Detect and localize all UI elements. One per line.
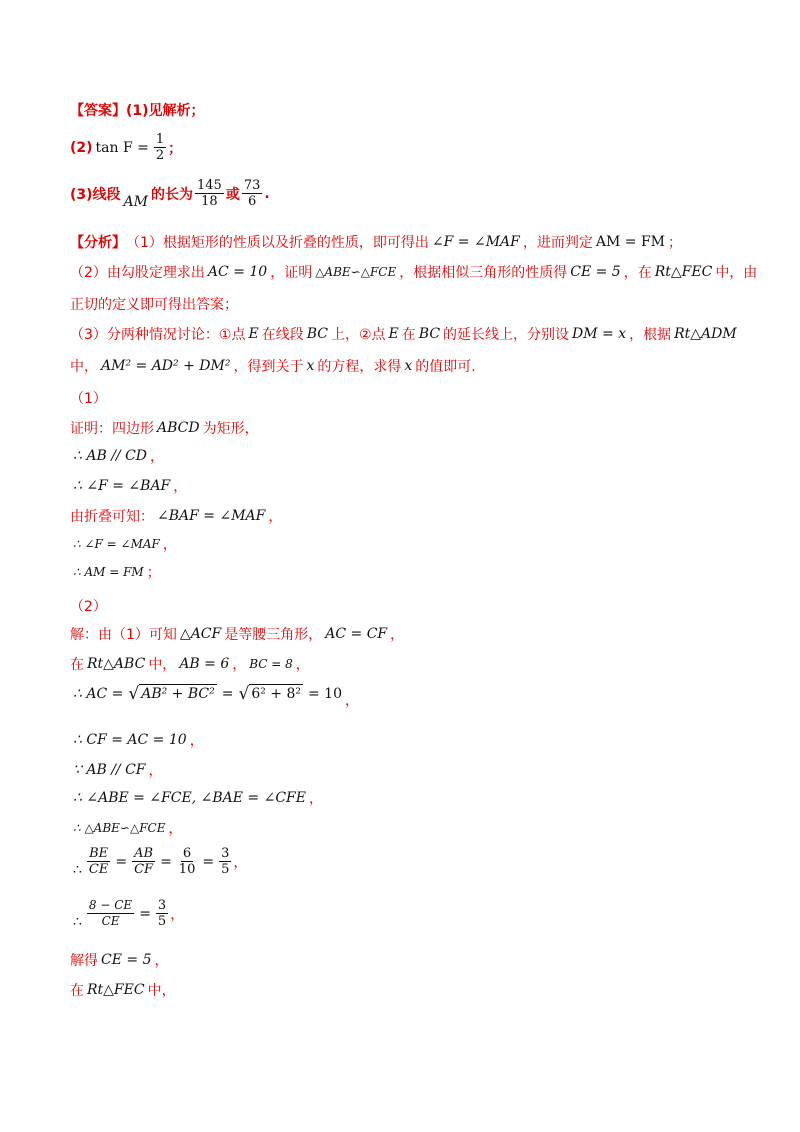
fraction-den: 10	[178, 862, 196, 877]
sqrt-icon: √	[238, 684, 250, 704]
math-expression: ∴ △ABE∽△FCE	[73, 821, 166, 835]
math-expression: AC = CF	[325, 626, 388, 642]
punctuation: ；	[146, 565, 161, 581]
part3-mid: 的长为	[151, 186, 193, 203]
fraction-3-5	[156, 898, 168, 929]
punctuation: ，	[162, 537, 177, 553]
analysis-text: ，在	[623, 265, 652, 281]
analysis-text: ，根据	[629, 327, 672, 343]
punctuation: ，	[344, 693, 359, 709]
proof-line-1	[70, 418, 259, 438]
analysis-text: ，证明	[270, 265, 313, 281]
solution-line-7	[70, 818, 182, 838]
fraction-den: 5	[157, 914, 167, 929]
analysis-text: ，进而判定	[522, 235, 593, 251]
fraction-ab-cf	[132, 846, 155, 877]
section-label: （2）	[70, 599, 107, 615]
proof-line-4	[70, 506, 282, 526]
math-expression: Rt△FEC	[87, 982, 145, 998]
proof-text: 为矩形，	[202, 421, 259, 437]
fraction-6-10	[177, 846, 198, 877]
analysis-suffix: ；	[668, 235, 682, 251]
fraction-num: 3	[221, 846, 230, 861]
math-expression: BC	[306, 326, 328, 342]
am-fm-equation: AM = FM	[595, 234, 665, 250]
segment-am: AM	[123, 193, 148, 210]
math-expression: BC	[418, 326, 441, 342]
fraction-den: CF	[134, 862, 154, 877]
punctuation: ，	[189, 733, 204, 749]
analysis-text: 的值即可.	[415, 359, 476, 375]
solution-part1-header	[70, 388, 107, 408]
therefore-symbol: ∴	[73, 913, 82, 930]
fraction-den: 6	[247, 194, 257, 209]
math-expression: E	[388, 326, 399, 342]
equals-sign: =	[115, 853, 128, 870]
fraction-73-6	[242, 178, 263, 209]
proof-line-2	[70, 446, 164, 466]
math-expression: Rt△FEC	[654, 264, 713, 280]
math-expression: ∴ CF = AC = 10	[73, 732, 187, 748]
math-expression: x	[404, 358, 413, 374]
solution-part2-header	[70, 596, 107, 616]
part3-or: 或	[225, 186, 240, 203]
math-expression: △ACF	[179, 626, 222, 642]
fraction-be-ce	[87, 846, 110, 877]
fraction-den: 5	[221, 862, 230, 877]
part2-prefix: (2)	[70, 139, 93, 156]
analysis-text: 正切的定义即可得出答案；	[70, 297, 238, 313]
fraction-num: 8 − CE	[88, 898, 133, 912]
fraction-145-18	[195, 178, 224, 209]
math-expression: ∴ AC =	[73, 686, 124, 702]
punctuation: ，	[170, 906, 185, 923]
math-expression: AC = 10	[207, 264, 268, 280]
sqrt-expression	[238, 684, 303, 704]
proof-text: 由折叠可知：	[70, 509, 154, 525]
analysis-text: （2）由勾股定理求出	[70, 265, 205, 281]
fraction-num: 1	[155, 132, 165, 147]
fraction-3-5	[219, 846, 231, 877]
fraction-den: CE	[88, 862, 109, 877]
analysis-text: ，得到关于	[233, 359, 304, 375]
math-expression: CE = 5	[101, 952, 152, 968]
math-expression: ∵ AB // CF	[73, 762, 146, 778]
answer-label: 【答案】	[70, 103, 126, 119]
equals-sign: =	[202, 853, 215, 870]
math-expression: Rt△ABC	[87, 656, 146, 672]
sqrt-body: 6² + 8²	[251, 686, 301, 702]
solution-text: 在	[70, 983, 84, 999]
punctuation: ，	[268, 509, 283, 525]
solution-line-6	[70, 788, 323, 808]
solution-text: 中，	[148, 657, 177, 673]
fraction-den: 18	[201, 194, 218, 209]
part2-suffix: ；	[168, 140, 183, 157]
math-expression: ∴ AB // CD	[73, 448, 148, 464]
math-expression: ∴ ∠ABE = ∠FCE, ∠BAE = ∠CFE	[73, 790, 306, 806]
analysis-line-2	[70, 262, 757, 282]
math-expression: AM² = AD² + DM²	[101, 358, 231, 374]
solution-line-10	[70, 950, 168, 970]
math-expression: E	[248, 326, 259, 342]
math-expression: ABCD	[157, 420, 200, 436]
fraction-den: CE	[101, 914, 120, 928]
fraction-num: 6	[182, 846, 192, 861]
answer-part3-line	[70, 178, 270, 209]
therefore-symbol: ∴	[73, 861, 82, 878]
math-expression: ∴ AM = FM	[73, 565, 144, 579]
punctuation: ，	[173, 479, 188, 495]
math-expression: ∴ ∠F = ∠MAF	[73, 537, 160, 551]
analysis-line-4	[70, 324, 740, 344]
punctuation: ，	[232, 657, 247, 673]
sqrt-body: AB² + BC²	[141, 686, 215, 702]
equals-sign: =	[160, 853, 172, 870]
part3-suffix: .	[264, 185, 270, 202]
solution-text: 中，	[147, 983, 176, 999]
angle-equation: ∠F = ∠MAF	[431, 234, 520, 250]
fraction-num: 3	[157, 898, 167, 913]
analysis-line-1	[70, 232, 682, 252]
analysis-text: 中，	[70, 359, 98, 375]
fraction-num: BE	[89, 846, 109, 861]
sqrt-icon: √	[128, 684, 140, 704]
math-expression: AB = 6	[179, 656, 230, 672]
equals-sign: =	[139, 905, 151, 922]
math-expression: Rt△ADM	[674, 326, 737, 342]
math-expression: ∴ ∠F = ∠BAF	[73, 478, 171, 494]
math-expression: △ABE∽△FCE	[315, 265, 397, 279]
solution-line-1	[70, 624, 404, 644]
analysis-text: （1）根据矩形的性质以及折叠的性质，即可得出	[126, 235, 429, 251]
math-expression: BC = 8	[249, 657, 293, 671]
analysis-line-3	[70, 294, 238, 314]
fraction-one-half	[154, 132, 166, 163]
solution-text: 是等腰三角形，	[224, 627, 323, 643]
punctuation: ，	[390, 627, 405, 643]
analysis-text: （3）分两种情况讨论：①点	[70, 327, 246, 343]
math-expression: x	[306, 358, 315, 374]
punctuation: ，	[148, 763, 163, 779]
analysis-text: 在线段	[261, 327, 304, 343]
math-expression: = 10	[307, 686, 342, 702]
punctuation: ，	[233, 854, 248, 871]
solution-line-5	[70, 760, 163, 780]
punctuation: ，	[168, 821, 183, 837]
tan-expression: tan F =	[95, 139, 149, 156]
solution-line-9	[70, 898, 184, 929]
solution-line-2	[70, 654, 310, 674]
proof-line-5	[70, 534, 177, 554]
solution-line-4	[70, 730, 204, 750]
fraction-num: AB	[134, 846, 154, 861]
punctuation: ，	[154, 953, 169, 969]
solution-line-8	[70, 846, 247, 877]
part3-prefix: (3)线段	[70, 186, 121, 203]
punctuation: ，	[295, 657, 310, 673]
analysis-text: 中，由	[715, 265, 758, 281]
proof-line-3	[70, 476, 187, 496]
analysis-line-5	[70, 356, 476, 376]
math-expression: ∠BAF = ∠MAF	[157, 508, 266, 524]
punctuation: ，	[308, 791, 323, 807]
proof-text: 证明：四边形	[70, 421, 154, 437]
analysis-text: 上，②点	[330, 327, 386, 343]
punctuation: ，	[150, 449, 165, 465]
solution-text: 在	[70, 657, 84, 673]
analysis-label: 【分析】	[70, 235, 126, 251]
equals-sign: =	[221, 686, 234, 702]
solution-line-3	[70, 684, 359, 709]
answer-line	[70, 100, 205, 120]
sqrt-expression	[128, 684, 216, 704]
fraction-den: 2	[155, 148, 165, 163]
math-expression: DM = x	[572, 326, 627, 342]
analysis-text: 的延长线上，分别设	[443, 327, 570, 343]
section-label: （1）	[70, 391, 107, 407]
fraction-8-ce	[87, 898, 134, 929]
proof-line-6	[70, 562, 161, 582]
solution-text: 解：由（1）可知	[70, 627, 177, 643]
answer-part2-line	[70, 132, 182, 163]
analysis-text: 在	[401, 327, 416, 343]
analysis-text: ，根据相似三角形的性质得	[399, 265, 568, 281]
analysis-text: 的方程，求得	[317, 359, 402, 375]
solution-line-11	[70, 980, 176, 1000]
solution-text: 解得	[70, 953, 98, 969]
fraction-num: 73	[243, 178, 261, 193]
math-expression: CE = 5	[570, 264, 621, 280]
answer-part1: (1)见解析；	[126, 103, 205, 119]
fraction-num: 145	[197, 178, 222, 193]
